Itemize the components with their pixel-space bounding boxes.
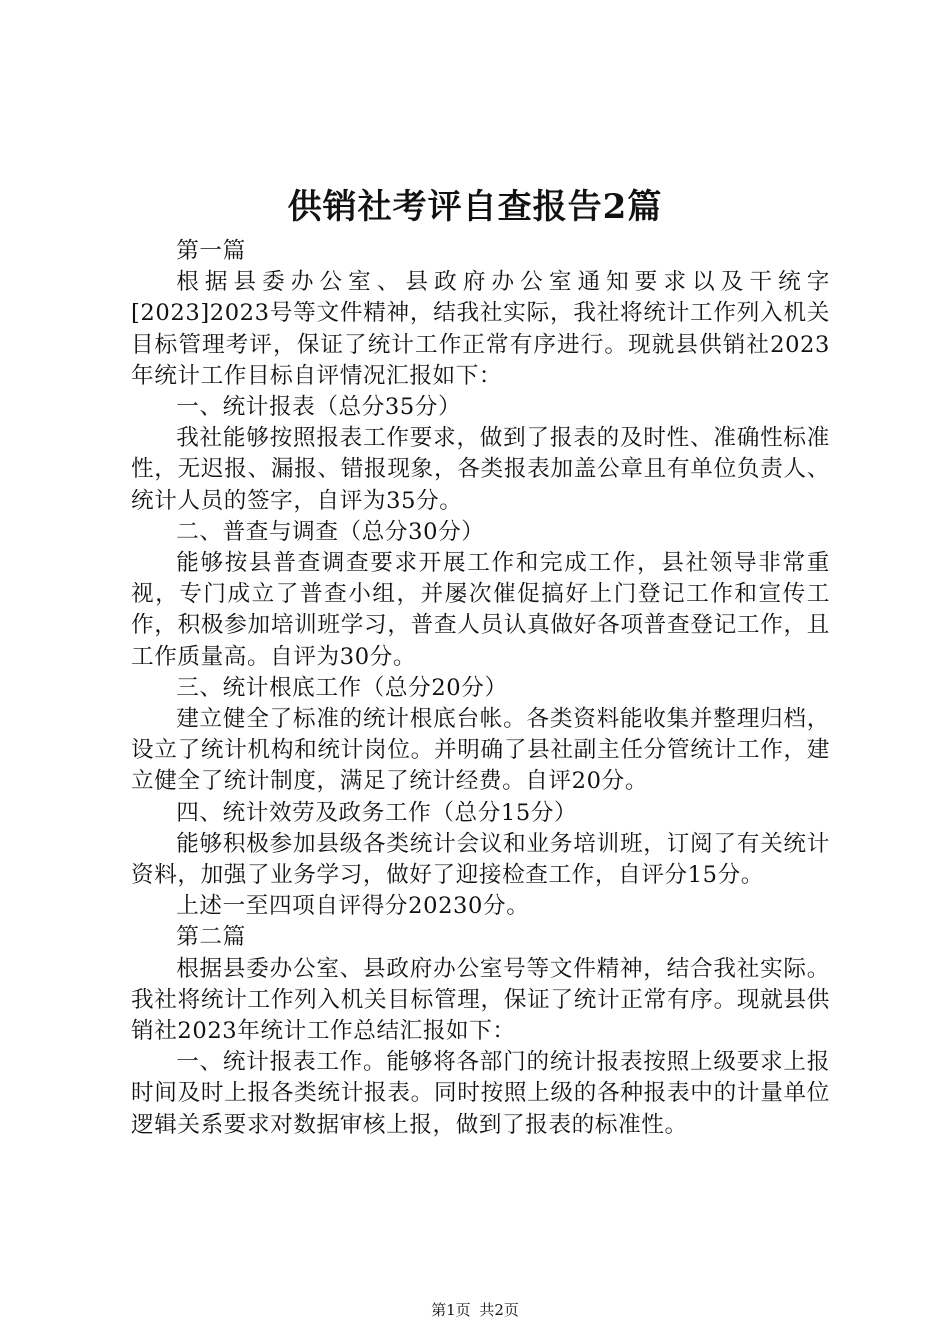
section-heading: 第二篇 — [176, 924, 246, 951]
page-number: 第1页 — [431, 1301, 471, 1319]
section-heading: 第一篇 — [176, 238, 246, 264]
section-heading: 一、统计报表（总分35分） — [176, 394, 462, 421]
section-heading: 二、普查与调查（总分30分） — [176, 518, 485, 545]
page-footer — [0, 1300, 950, 1320]
page-total: 共2页 — [479, 1301, 519, 1319]
document-body — [131, 236, 830, 1141]
paragraph: 上述一至四项自评得分20230分。 — [176, 893, 530, 920]
paragraph: 能够按县普查调查要求开展工作和完成工作，县社领导非常重视，专门成立了普查小组，并屡次催促搞好上门登记工作和宣传工作，积极参加培训班学习，普查人员认真做好各项普查登记工作，且工作质量高。自评为30分。 — [131, 550, 830, 670]
paragraph: 根据县委办公室、县政府办公室通知要求以及干统字[2023]2023号等文件精神，结我社实际，我社将统计工作列入机关目标管理考评，保证了统计工作正常有序进行。现就县供销社2023年统计工作目标自评情况汇报如下： — [131, 269, 830, 389]
section-heading: 四、统计效劳及政务工作（总分15分） — [176, 799, 578, 826]
paragraph: 我社能够按照报表工作要求，做到了报表的及时性、准确性标准性，无迟报、漏报、错报现象，各类报表加盖公章且有单位负责人、统计人员的签字，自评为35分。 — [131, 425, 830, 514]
paragraph: 一、统计报表工作。能够将各部门的统计报表按照上级要求上报时间及时上报各类统计报表。同时按照上级的各种报表中的计量单位逻辑关系要求对数据审核上报，做到了报表的标准性。 — [131, 1049, 830, 1138]
paragraph: 根据县委办公室、县政府办公室号等文件精神，结合我社实际。我社将统计工作列入机关目标管理，保证了统计正常有序。现就县供销社2023年统计工作总结汇报如下： — [131, 955, 830, 1045]
section-heading: 三、统计根底工作（总分20分） — [176, 674, 508, 701]
paragraph: 建立健全了标准的统计根底台帐。各类资料能收集并整理归档，设立了统计机构和统计岗位。并明确了县社副主任分管统计工作，建立健全了统计制度，满足了统计经费。自评20分。 — [131, 706, 830, 795]
paragraph: 能够积极参加县级各类统计会议和业务培训班，订阅了有关统计资料，加强了业务学习，做好了迎接检查工作，自评分15分。 — [131, 830, 830, 889]
document-title: 供销社考评自查报告2篇 — [287, 187, 663, 227]
